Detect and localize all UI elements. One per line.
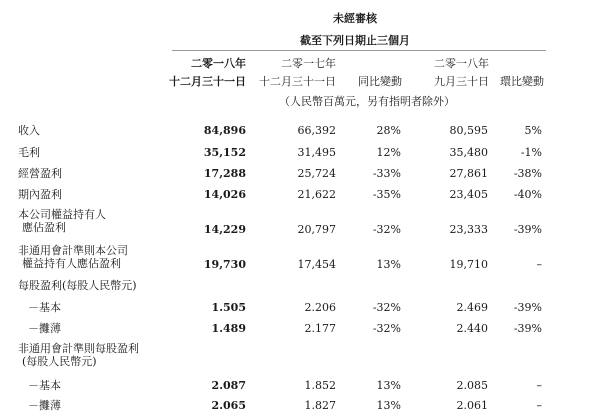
col-yoy: 同比變動 [358,75,402,88]
cell: 2.061 [456,399,488,412]
cell: 17,454 [297,258,336,271]
period-heading: 截至下列日期止三個月 [300,34,410,47]
cell: 17,288 [203,167,246,180]
cell: -32% [372,223,401,236]
cell: 25,724 [297,167,336,180]
cell: -39% [513,301,542,314]
row-label-eps-diluted: －攤薄 [28,322,61,335]
cell: -32% [372,301,401,314]
cell: -33% [372,167,401,180]
cell: 23,405 [449,188,488,201]
cell: 1.852 [304,379,336,392]
cell: 2.206 [304,301,336,314]
row-label-period-profit: 期內盈利 [18,188,62,201]
cell: 80,595 [449,124,488,137]
cell: 27,861 [449,167,488,180]
col-2017-year: 二零一七年 [281,57,336,70]
cell: 35,480 [449,146,488,159]
row-label-eps-basic: －基本 [28,301,61,314]
cell: 31,495 [297,146,336,159]
cell: 66,392 [297,124,336,137]
cell: -39% [513,322,542,335]
col-2018q3-year: 二零一八年 [434,57,489,70]
col-2018-date: 十二月三十一日 [169,75,246,88]
cell: 28% [376,124,401,137]
cell: 21,622 [297,188,336,201]
cell: -35% [372,188,401,201]
cell: 1.827 [304,399,336,412]
cell: 19,710 [449,258,488,271]
cell: 23,333 [449,223,488,236]
cell: 13% [376,379,401,392]
cell: -32% [372,322,401,335]
cell: 84,896 [203,124,246,137]
row-label-non-ifrs-equity-profit: 非通用會計準則本公司 權益持有人應佔盈利 [18,244,128,270]
col-2018-year: 二零一八年 [191,57,246,70]
cell: 13% [376,399,401,412]
cell: 13% [376,258,401,271]
cell: 2.440 [456,322,488,335]
row-label-gross-profit: 毛利 [18,146,40,159]
cell: -38% [513,167,542,180]
cell: 14,229 [203,223,246,236]
row-label-non-ifrs-eps-basic: －基本 [28,379,61,392]
cell: -1% [520,146,542,159]
unit-note: （人民幣百萬元，另有指明者除外） [279,95,455,108]
cell: 20,797 [297,223,336,236]
row-label-equity-holders-profit: 本公司權益持有人 應佔盈利 [18,208,106,234]
row-label-non-ifrs-eps-diluted: －攤薄 [28,399,61,412]
row-label-revenue: 收入 [18,124,40,137]
cell: 35,152 [203,146,246,159]
unaudited-heading: 未經審核 [333,12,377,25]
cell: – [536,399,542,412]
row-label-operating-profit: 經營盈利 [18,167,62,180]
row-label-non-ifrs-eps-heading: 非通用會計準則每股盈利 (每股人民幣元) [18,342,139,368]
header-rule [172,50,546,51]
cell: 2.469 [456,301,488,314]
col-2017-date: 十二月三十一日 [259,75,336,88]
col-2018q3-date: 九月三十日 [434,75,489,88]
cell: 2.085 [456,379,488,392]
col-qoq: 環比變動 [500,75,544,88]
cell: 2.177 [304,322,336,335]
cell: – [536,258,542,271]
cell: – [536,379,542,392]
cell: -40% [513,188,542,201]
cell: 14,026 [203,188,246,201]
cell: 1.505 [211,301,246,314]
cell: 19,730 [203,258,246,271]
row-label-eps-heading: 每股盈利(每股人民幣元) [18,279,137,292]
cell: 2.087 [211,379,246,392]
cell: 2.065 [211,399,246,412]
cell: 5% [524,124,542,137]
cell: -39% [513,223,542,236]
cell: 1.489 [211,322,246,335]
cell: 12% [376,146,401,159]
